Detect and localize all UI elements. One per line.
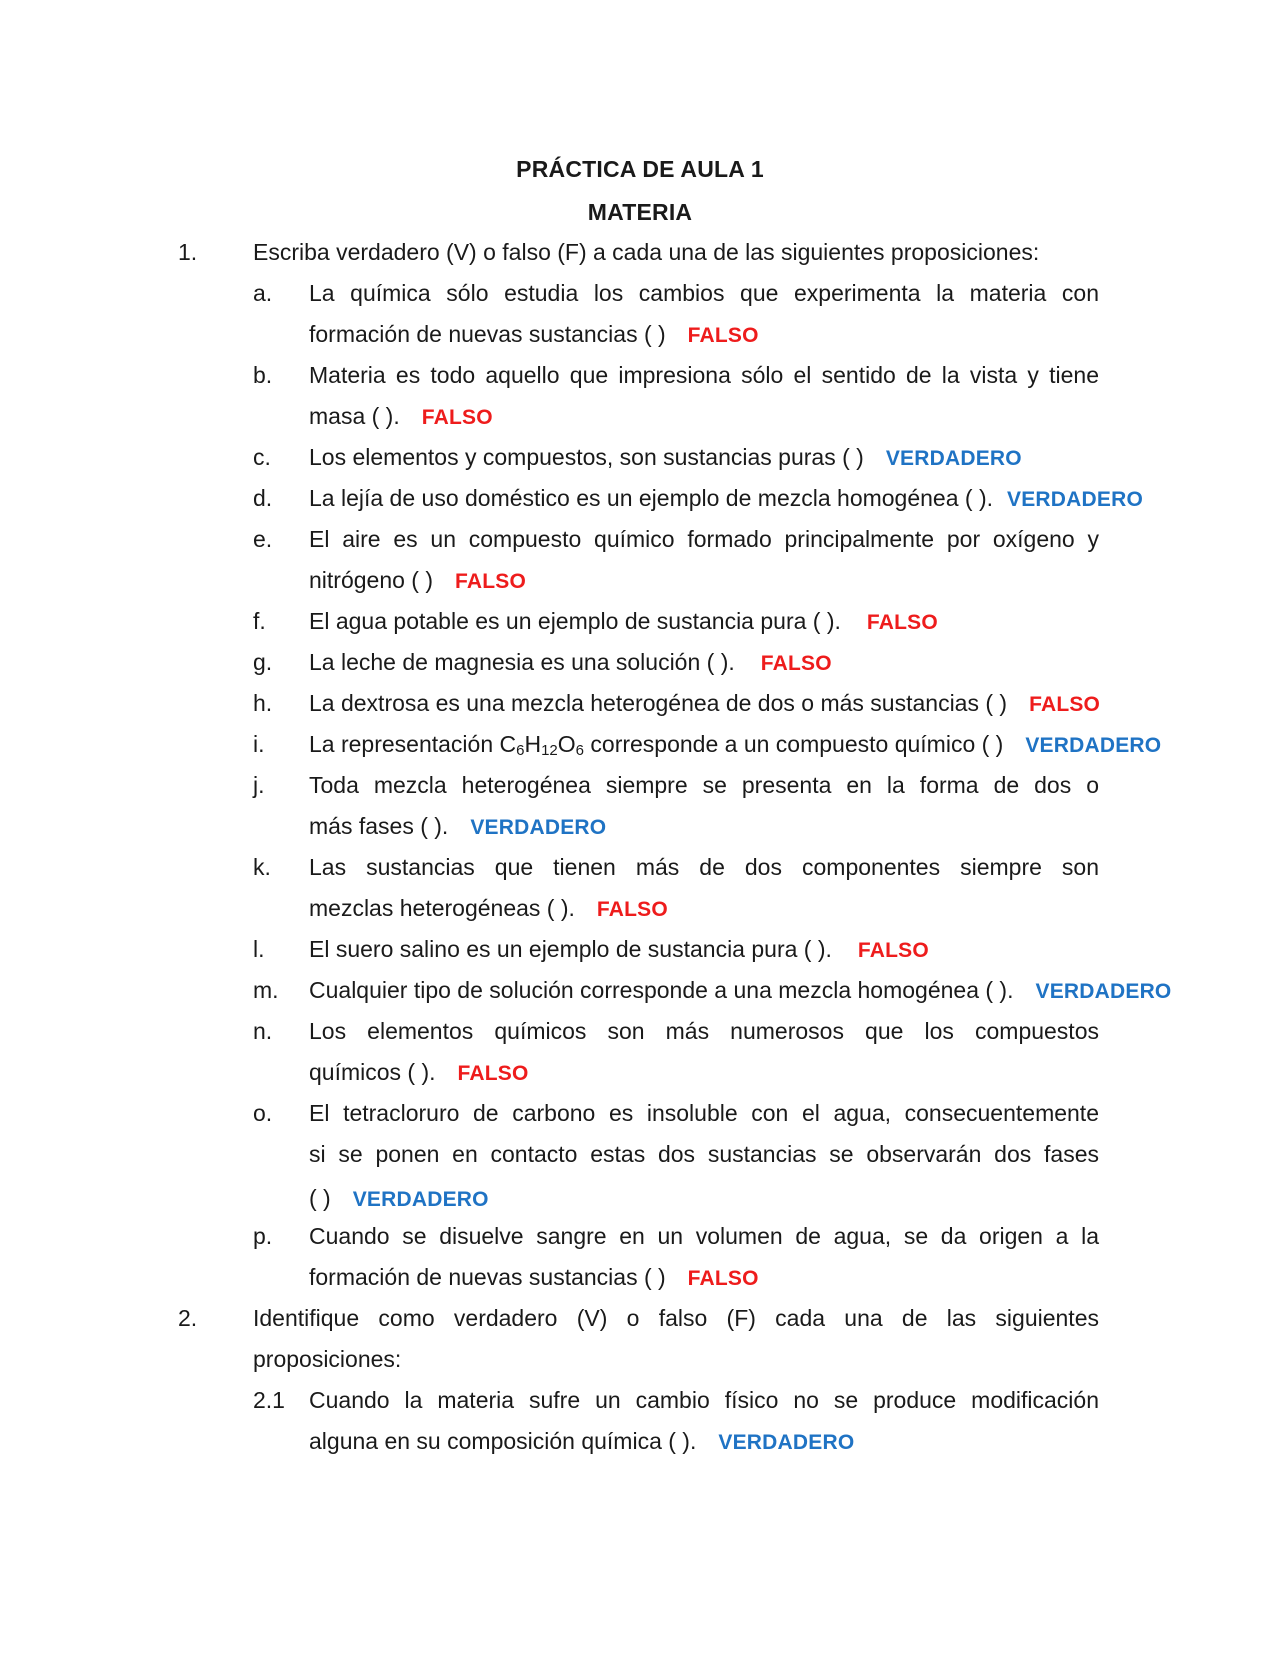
item-b-letter: b. [253,362,273,388]
item-a-answer: FALSO [687,324,759,347]
item-k-letter: k. [253,854,271,880]
item-l-answer: FALSO [857,939,929,962]
item-j-line1: Toda mezcla heterogénea siempre se presenta en la forma de dos o [309,772,1099,798]
item-e-letter: e. [253,526,273,552]
item-n-text: químicos ( ). [309,1059,436,1085]
item-m-line1 [309,976,1171,1006]
item-k-line1: Las sustancias que tienen más de dos componentes siempre son [309,854,1099,880]
item-2-1-line2 [309,1427,854,1457]
item-h-answer: FALSO [1029,693,1101,716]
item-d-answer: VERDADERO [1007,488,1143,511]
item-i-line1 [309,730,1161,760]
item-k-answer: FALSO [596,898,668,921]
item-b-answer: FALSO [421,406,493,429]
item-d-text: La lejía de uso doméstico es un ejemplo de mezcla homogénea ( ). [309,485,994,511]
item-j-answer: VERDADERO [470,816,607,839]
item-2-1-answer: VERDADERO [718,1431,855,1454]
item-m-text: Cualquier tipo de solución corresponde a una mezcla homogénea ( ). [309,977,1014,1003]
item-i-text-h: H [524,731,542,757]
item-o-answer: VERDADERO [352,1188,489,1211]
page-title: PRÁCTICA DE AULA 1 [516,156,764,182]
item-i-sub-2: 12 [541,742,558,759]
item-n-letter: n. [253,1018,273,1044]
item-c-answer: VERDADERO [885,447,1022,470]
item-a-text: formación de nuevas sustancias ( ) [309,321,666,347]
question-1-number: 1. [178,239,198,265]
item-b-text: masa ( ). [309,403,400,429]
item-a-line1: La química sólo estudia los cambios que experimenta la materia con [309,280,1099,306]
item-p-text: formación de nuevas sustancias ( ) [309,1264,666,1290]
item-e-text: nitrógeno ( ) [309,567,434,593]
item-m-answer: VERDADERO [1035,980,1172,1003]
item-c-text: Los elementos y compuestos, son sustancias puras ( ) [309,444,864,470]
item-i-answer: VERDADERO [1025,734,1162,757]
item-b-line2 [309,402,493,432]
item-p-line2 [309,1263,759,1293]
item-o-line3 [309,1184,489,1214]
item-e-line1: El aire es un compuesto químico formado principalmente por oxígeno y [309,526,1099,552]
item-f-line1 [309,607,938,637]
item-l-line1 [309,935,929,965]
item-h-text: La dextrosa es una mezcla heterogénea de dos o más sustancias ( ) [309,690,1008,716]
item-i-text-pre: La representación C [309,731,517,757]
item-n-answer: FALSO [457,1062,529,1085]
item-j-line2 [309,812,606,842]
item-e-line2 [309,566,526,596]
item-g-letter: g. [253,649,273,675]
item-p-line1: Cuando se disuelve sangre en un volumen de agua, se da origen a la [309,1223,1099,1249]
item-h-letter: h. [253,690,273,716]
item-o-line2: si se ponen en contacto estas dos sustancias se observarán dos fases [309,1141,1099,1167]
item-d-line1 [309,484,1143,514]
item-o-text: ( ) [309,1185,331,1211]
item-k-line2 [309,894,668,924]
item-j-text: más fases ( ). [309,813,449,839]
item-2-1-text: alguna en su composición química ( ). [309,1428,697,1454]
item-n-line2 [309,1058,529,1088]
item-d-letter: d. [253,485,273,511]
item-2-1-number: 2.1 [253,1387,285,1413]
item-n-line1: Los elementos químicos son más numerosos que los compuestos [309,1018,1099,1044]
item-i-text-o: O [557,731,576,757]
item-o-letter: o. [253,1100,273,1126]
item-i-letter: i. [253,731,265,757]
item-a-line2 [309,320,759,350]
item-g-text: La leche de magnesia es una solución ( ). [309,649,735,675]
item-h-line1 [309,689,1100,719]
item-2-1-line1: Cuando la materia sufre un cambio físico no se produce modificación [309,1387,1099,1413]
item-c-line1 [309,443,1022,473]
item-e-answer: FALSO [455,570,527,593]
item-j-letter: j. [253,772,265,798]
item-a-letter: a. [253,280,273,306]
page-subtitle: MATERIA [587,199,693,225]
question-2-number: 2. [178,1305,198,1331]
item-l-letter: l. [253,936,265,962]
item-p-letter: p. [253,1223,273,1249]
question-2-line2: proposiciones: [253,1346,402,1372]
item-c-letter: c. [253,444,271,470]
item-m-letter: m. [253,977,279,1003]
item-f-text: El agua potable es un ejemplo de sustancia pura ( ). [309,608,841,634]
item-f-answer: FALSO [866,611,938,634]
question-2-line1: Identifique como verdadero (V) o falso (F) cada una de las siguientes [253,1305,1099,1331]
item-g-answer: FALSO [760,652,832,675]
item-l-text: El suero salino es un ejemplo de sustancia pura ( ). [309,936,832,962]
item-o-line1: El tetracloruro de carbono es insoluble con el agua, consecuentemente [309,1100,1099,1126]
question-1-text: Escriba verdadero (V) o falso (F) a cada una de las siguientes proposiciones: [253,239,1040,265]
item-g-line1 [309,648,832,678]
item-b-line1: Materia es todo aquello que impresiona sólo el sentido de la vista y tiene [309,362,1099,388]
item-p-answer: FALSO [687,1267,759,1290]
item-f-letter: f. [253,608,266,634]
item-i-text-post: corresponde a un compuesto químico ( ) [584,731,1004,757]
item-i-sub-1: 6 [516,742,525,759]
item-k-text: mezclas heterogéneas ( ). [309,895,575,921]
item-i-sub-3: 6 [575,742,585,759]
